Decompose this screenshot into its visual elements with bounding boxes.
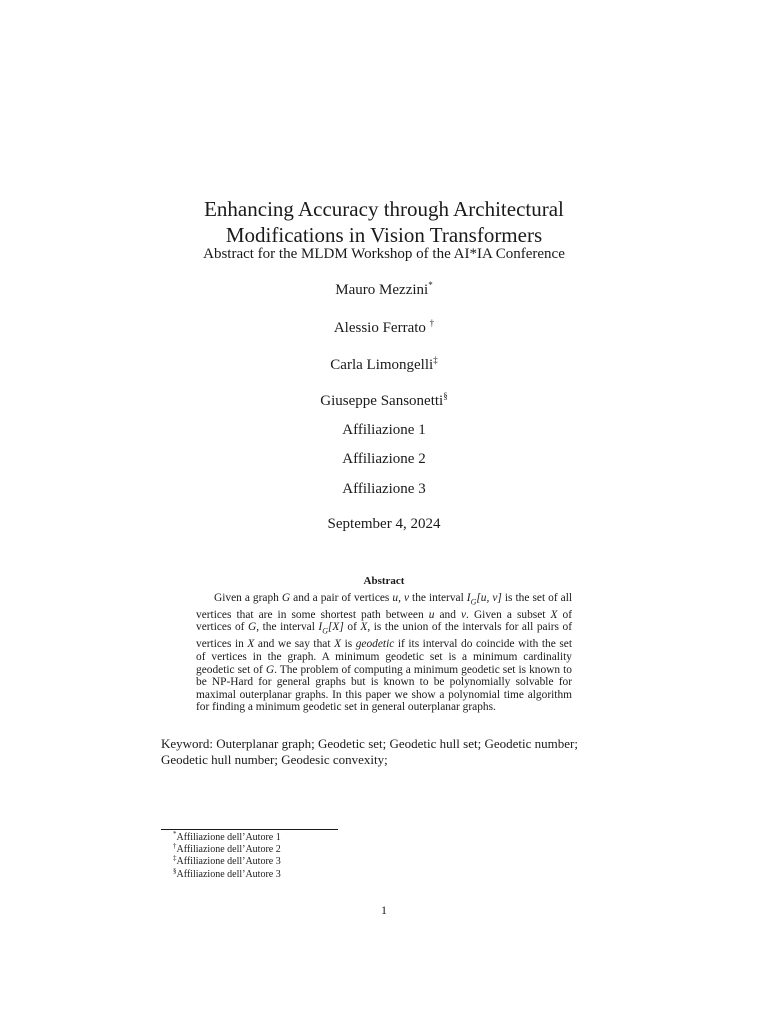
author-mark: §	[443, 391, 448, 401]
author-name: Giuseppe Sansonetti	[320, 393, 444, 409]
affiliation-1: Affiliazione 1	[342, 422, 426, 438]
author-1	[0, 281, 768, 299]
footnotes	[173, 832, 281, 881]
author-mark: †	[429, 318, 435, 328]
author-mark: ‡	[433, 355, 438, 365]
title-line-2: Modifications in Vision Transformers	[225, 223, 543, 247]
author-4	[0, 392, 768, 410]
affiliation-2: Affiliazione 2	[342, 451, 426, 467]
author-name: Carla Limongelli	[330, 357, 434, 373]
keywords: Keyword: Outerplanar graph; Geodetic set; Geodetic hull set; Geodetic number; Geodetic hull number; Geodesic convexity;	[161, 736, 578, 767]
footnote-4: §Affiliazione dell’Autore 3	[173, 866, 281, 880]
footnote-rule	[161, 829, 338, 830]
footnote-3: ‡Affiliazione dell’Autore 3	[173, 854, 281, 868]
title-line-1: Enhancing Accuracy through Architectural	[204, 197, 564, 221]
author-2	[0, 319, 768, 337]
author-mark: *	[428, 280, 433, 290]
paper-title	[0, 196, 768, 248]
author-name: Mauro Mezzini	[335, 282, 429, 298]
footnote-1: *Affiliazione dell’Autore 1	[173, 830, 281, 843]
abstract-heading: Abstract	[363, 575, 405, 587]
affiliation-3: Affiliazione 3	[342, 481, 426, 497]
author-3	[0, 356, 768, 374]
footnote-2: †Affiliazione dell’Autore 2	[173, 842, 281, 856]
abstract-text: Given a graph G and a pair of vertices u, v the interval $I_G[u$, v] is the set of all vertices that are in some shortest path between u and v. Given a subset X of vertices of G, the interval $I_G[X]$ of X, is the union of the intervals for all pairs of vertices in X and we say that X is geodetic if its interval do coincide with the set of vertices in the graph. A minimum geodetic set is a minimum cardinality geodetic set of G. The problem of computing a minimum geodetic set is known to be NP-Hard for general graphs but is known to be polynomially solvable for maximal outerplanar graphs. In this paper we show a polynomial time algorithm for finding a minimum geodetic set in general outerplanar graphs.	[196, 592, 573, 714]
author-name: Alessio Ferrato	[333, 320, 430, 336]
page-number: 1	[381, 903, 387, 917]
paper-subtitle: Abstract for the MLDM Workshop of the AI*IA Conference	[203, 246, 565, 262]
paper-date: September 4, 2024	[327, 516, 441, 532]
